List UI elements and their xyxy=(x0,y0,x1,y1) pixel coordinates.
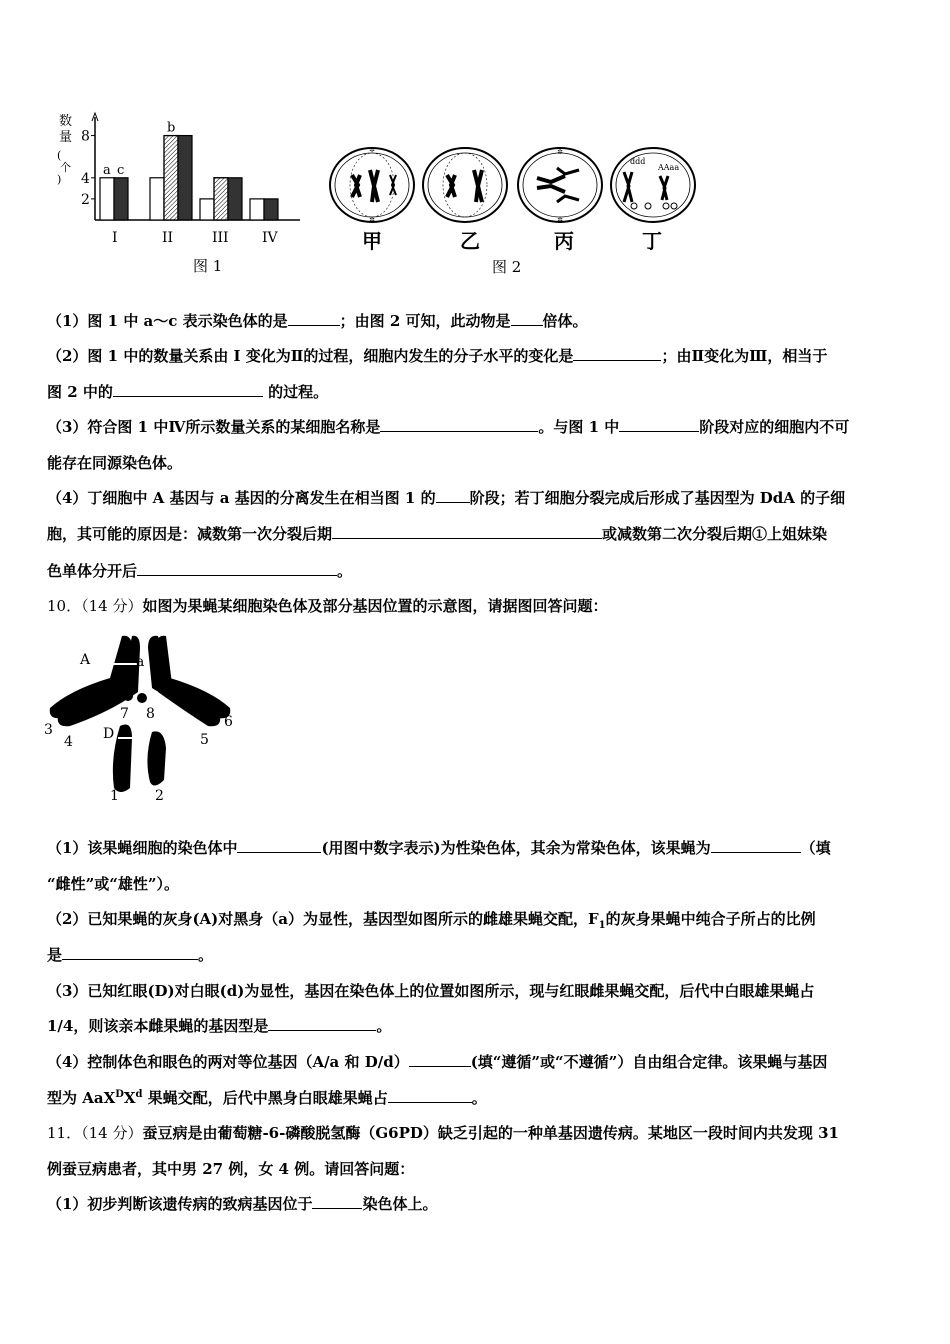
svg-text:AAaa: AAaa xyxy=(658,163,680,172)
bar-label-b: b xyxy=(167,120,176,136)
bar-a-IV xyxy=(250,199,264,220)
q10-part2-cont xyxy=(47,945,907,965)
label-A: A xyxy=(80,652,91,668)
figure-3-fruitfly-chromosomes xyxy=(40,628,240,808)
text: 染色体上。 xyxy=(362,1195,438,1213)
bar-label-c: c xyxy=(117,162,125,178)
answer-blank[interactable] xyxy=(312,1194,362,1209)
svg-text:✲: ✲ xyxy=(557,216,563,224)
text: 或减数第二次分裂后期①上姐妹染 xyxy=(602,525,828,543)
text: ；由Ⅱ变化为Ⅲ，相当于 xyxy=(661,347,828,365)
y-axis-label-char: 个 xyxy=(60,161,71,174)
superscript: D xyxy=(115,1089,124,1100)
text: 1/4，则该亲本雌果蝇的基因型是 xyxy=(47,1017,269,1035)
text: 胞，其可能的原因是：减数第一次分裂后期 xyxy=(47,525,333,543)
svg-text:✲: ✲ xyxy=(557,148,563,156)
q9-part4-cont xyxy=(47,524,907,544)
text: （2）图 1 中的数量关系由 I 变化为Ⅱ的过程，细胞内发生的分子水平的变化是 xyxy=(47,347,574,365)
q10-part1-cont xyxy=(47,874,907,894)
text: （3）已知红眼(D)对白眼(d)为显性，基因在染色体上的位置如图所示，现与红眼雌果蝇交配，后代中白眼雄果蝇占 xyxy=(47,982,815,1000)
text: 能存在同源染色体。 xyxy=(47,454,183,472)
text: 色单体分开后 xyxy=(47,562,138,580)
bar-a-III xyxy=(200,199,214,220)
text: 阶段对应的细胞内不可 xyxy=(699,418,850,436)
text: 果蝇交配，后代中黑身白眼雄果蝇占 xyxy=(142,1089,388,1107)
text: X xyxy=(123,1089,136,1107)
q9-part4 xyxy=(47,488,907,508)
subscript: 1 xyxy=(598,920,606,931)
label-7: 7 xyxy=(120,706,129,722)
superscript: d xyxy=(135,1089,143,1100)
bar-c-III xyxy=(228,178,242,220)
label-5: 5 xyxy=(200,732,209,748)
category-label-3: IV xyxy=(262,230,278,246)
text: （2）已知果蝇的灰身(A)对黑身（a）为显性，基因型如图所示的雌雄果蝇交配，F xyxy=(47,910,599,928)
text: （1）图 1 中 a～c 表示染色体的是 xyxy=(47,312,288,330)
answer-blank[interactable] xyxy=(409,1052,471,1067)
bar-a-II xyxy=(150,178,164,220)
text: 型为 AaX xyxy=(47,1089,116,1107)
answer-blank[interactable] xyxy=(113,382,263,397)
label-8: 8 xyxy=(146,706,155,722)
answer-blank[interactable] xyxy=(380,417,538,432)
text: 的过程。 xyxy=(262,383,329,401)
q10-part3-cont xyxy=(47,1016,907,1036)
cell-label-jia: 甲 xyxy=(362,229,382,253)
y-tick-label: 8 xyxy=(81,128,90,145)
text: 的灰身果蝇中纯合子所占的比例 xyxy=(605,910,816,928)
answer-blank[interactable] xyxy=(62,945,198,960)
y-tick-label: 4 xyxy=(81,170,90,187)
bar-a-I xyxy=(100,178,114,220)
text: （1）该果蝇细胞的染色体中 xyxy=(47,839,238,857)
figure-2-caption: 图 2 xyxy=(492,258,522,276)
cell-label-yi: 乙 xyxy=(460,229,480,253)
svg-text:✲: ✲ xyxy=(369,146,375,154)
plot-area xyxy=(81,113,300,246)
cell-label-ding: 丁 xyxy=(642,229,662,253)
text: (填“遵循”或“不遵循”）自由组合定律。该果蝇与基因 xyxy=(470,1053,828,1071)
q10-part4 xyxy=(47,1052,907,1072)
cell-label-bing: 丙 xyxy=(554,229,574,253)
label-1: 1 xyxy=(110,788,119,804)
bar-c-IV xyxy=(264,199,278,220)
label-D: D xyxy=(103,726,115,742)
answer-blank[interactable] xyxy=(619,417,699,432)
y-axis-label-char: 数 xyxy=(59,114,73,129)
cell-yi xyxy=(423,148,507,222)
q9-part4-cont2 xyxy=(47,561,907,581)
text: 。 xyxy=(471,1089,487,1107)
text: （1）初步判断该遗传病的致病基因位于 xyxy=(47,1195,313,1213)
bar-c-I xyxy=(114,178,128,220)
text: 是 xyxy=(47,946,63,964)
question-stem: 如图为果蝇某细胞染色体及部分基因位置的示意图，请据图回答问题： xyxy=(142,597,608,615)
y-axis-label-char: 量 xyxy=(59,130,73,145)
q9-part1 xyxy=(47,311,907,331)
text: 例蚕豆病患者，其中男 27 例，女 4 例。请回答问题： xyxy=(47,1160,415,1178)
q9-part3-cont xyxy=(47,453,907,473)
figure-1-bar-chart xyxy=(55,105,305,280)
label-6: 6 xyxy=(224,714,233,730)
text: “雌性”或“雄性”）。 xyxy=(47,875,180,893)
answer-blank[interactable] xyxy=(268,1016,376,1031)
question-number: 10．（14 分） xyxy=(47,597,143,615)
q11-stem xyxy=(47,1123,907,1143)
text: 。 xyxy=(337,562,353,580)
y-axis-label-char: ( xyxy=(57,149,62,162)
text: （填 xyxy=(800,839,831,857)
cell-jia xyxy=(330,146,414,224)
q10-part1 xyxy=(47,838,907,858)
answer-blank[interactable] xyxy=(332,524,602,539)
q10-stem xyxy=(47,596,907,616)
category-label-1: II xyxy=(162,230,174,246)
text: （4）丁细胞中 A 基因与 a 基因的分离发生在相当图 1 的 xyxy=(47,489,436,507)
y-axis-label-char: ) xyxy=(57,173,62,186)
answer-blank[interactable] xyxy=(137,561,337,576)
question-number: 11．（14 分） xyxy=(47,1124,143,1142)
q10-part2 xyxy=(47,909,907,929)
q9-part3 xyxy=(47,417,907,437)
q11-part1 xyxy=(47,1194,907,1214)
answer-blank[interactable] xyxy=(288,311,340,326)
bar-hatch-II xyxy=(164,136,178,220)
figure-2-cell-division xyxy=(322,140,707,280)
text: （4）控制体色和眼色的两对等位基因（A/a 和 D/d） xyxy=(47,1053,409,1071)
answer-blank[interactable] xyxy=(388,1088,472,1103)
text: 。与图 1 中 xyxy=(538,418,620,436)
text: 。 xyxy=(376,1017,392,1035)
question-stem: 蚕豆病是由葡萄糖-6-磷酸脱氢酶（G6PD）缺乏引起的一种单基因遗传病。某地区一段时间内共发现 31 xyxy=(142,1124,839,1142)
cell-bing xyxy=(518,148,602,224)
text: (用图中数字表示)为性染色体，其余为常染色体，该果蝇为 xyxy=(321,839,711,857)
q9-part2 xyxy=(47,346,907,366)
svg-text:✲: ✲ xyxy=(369,216,375,224)
svg-text:ddd: ddd xyxy=(630,157,646,166)
bar-label-a: a xyxy=(103,162,111,178)
text: ；由图 2 可知，此动物是 xyxy=(339,312,511,330)
figure-1-caption: 图 1 xyxy=(193,257,223,275)
category-label-0: I xyxy=(112,230,118,246)
text: 图 2 中的 xyxy=(47,383,113,401)
y-tick-label: 2 xyxy=(81,191,90,208)
answer-blank[interactable] xyxy=(573,346,661,361)
q10-part4-cont xyxy=(47,1088,907,1108)
bar-hatch-III xyxy=(214,178,228,220)
answer-blank[interactable] xyxy=(237,838,321,853)
bar-c-II xyxy=(178,136,192,220)
label-3: 3 xyxy=(44,722,53,738)
text: 阶段；若丁细胞分裂完成后形成了基因型为 DdA 的子细 xyxy=(469,489,846,507)
text: 。 xyxy=(198,946,214,964)
label-a: a xyxy=(136,654,145,670)
text: 倍体。 xyxy=(542,312,588,330)
q9-part2-cont xyxy=(47,382,907,402)
q10-part3 xyxy=(47,981,907,1001)
answer-blank[interactable] xyxy=(436,488,470,503)
answer-blank[interactable] xyxy=(511,311,543,326)
text: （3）符合图 1 中Ⅳ所示数量关系的某细胞名称是 xyxy=(47,418,381,436)
cell-ding xyxy=(611,148,695,222)
label-4: 4 xyxy=(64,734,73,750)
answer-blank[interactable] xyxy=(711,838,801,853)
label-2: 2 xyxy=(155,788,164,804)
category-label-2: III xyxy=(212,230,229,246)
q11-stem-cont xyxy=(47,1159,907,1179)
